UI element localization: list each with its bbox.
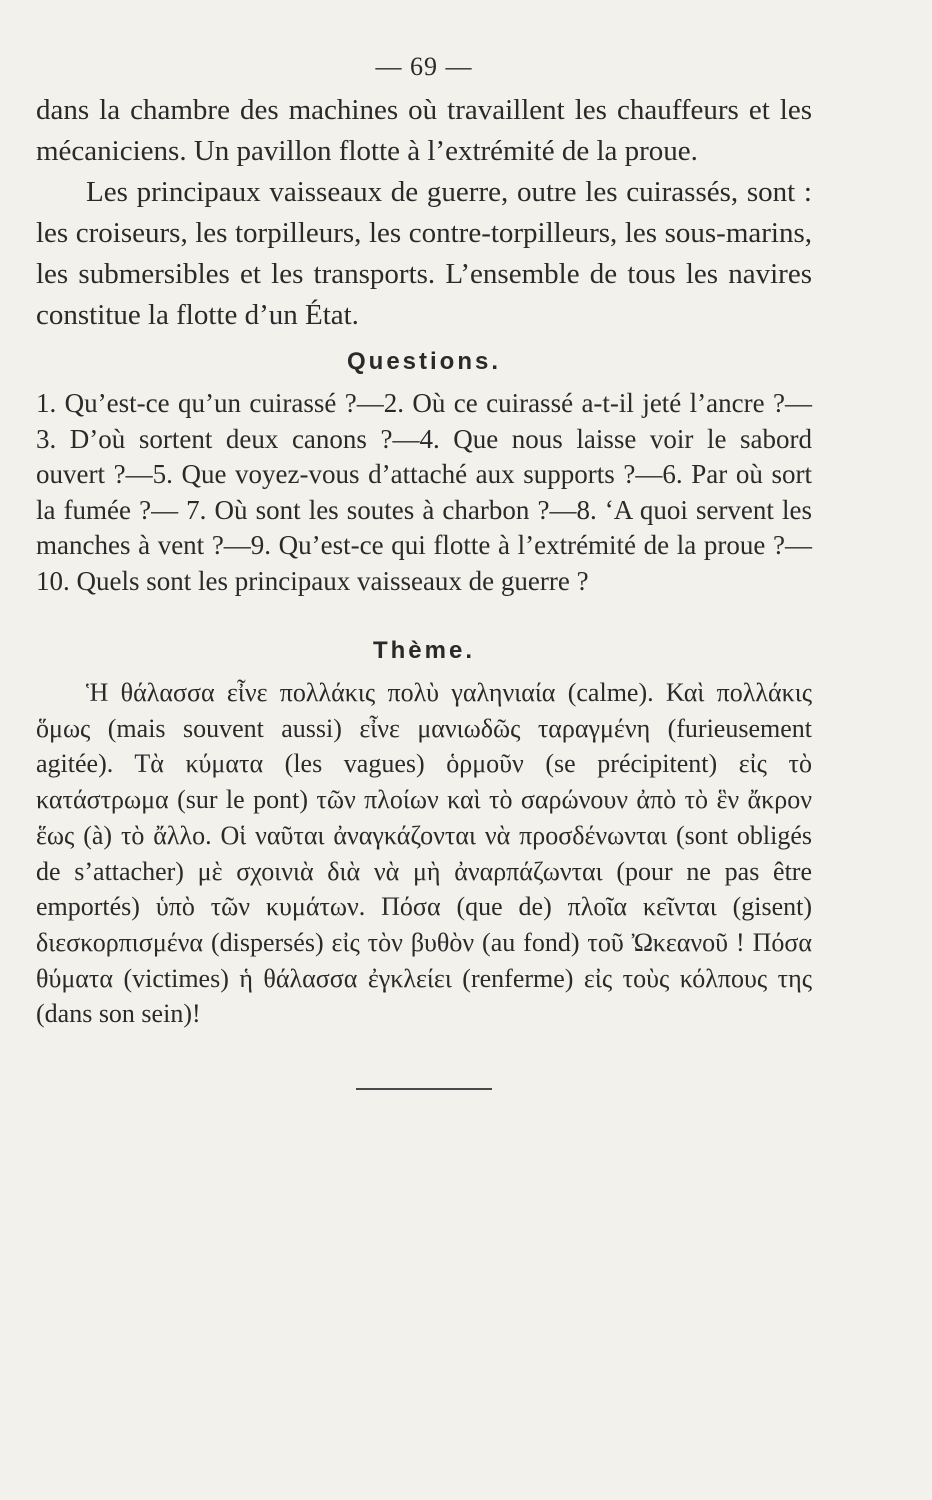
page-number: — 69 — — [375, 52, 473, 81]
paragraph-continuation: dans la chambre des machines où travaillent les chauffeurs et les mécaniciens. Un pavillon flotte à l’extrémité de la proue. — [36, 94, 812, 167]
theme-heading: Thème. — [372, 637, 476, 664]
questions-heading: Questions. — [346, 348, 502, 375]
end-rule — [356, 1088, 492, 1090]
theme-text: Ἡ θάλασσα εἶνε πολλάκις πολὺ γαληνιαία (calme). Καὶ πολλάκις ὅμως (mais souvent aussi) εἶνε μανιωδῶς ταραγμένη (furieusement agitée). Τὰ κύματα (les vagues) ὁρμοῦν (se précipitent) εἰς τὸ κατάστρωμα (sur le pont) τῶν πλοίων καὶ τὸ σαρώνουν ἀπὸ τὸ ἓν ἄκρον ἕως (à) τὸ ἄλλο. Οἱ ναῦται ἀναγκάζονται νὰ προσδένωνται (sont obligés de s’attacher) μὲ σχοινιὰ διὰ νὰ μὴ ἀναρπάζωνται (pour ne pas être emportés) ὑπὸ τῶν κυμάτων. Πόσα (que de) πλοῖα κεῖνται (gisent) διεσκορπισμένα (dispersés) εἰς τὸν βυθὸν (au fond) τοῦ Ὠκεανοῦ ! Πόσα θύματα (victimes) ἡ θάλασσα ἐγκλείει (renferme) εἰς τοὺς κόλπους της (dans son sein)! — [36, 678, 812, 1029]
questions-text: 1. Qu’est-ce qu’un cuirassé ?—2. Où ce cuirassé a-t-il jeté l’ancre ?—3. D’où sortent deux canons ?—4. Que nous laisse voir le sabord ouvert ?—5. Que voyez-vous d’attaché aux supports ?—6. Par où sort la fumée ?— 7. Où sont les soutes à charbon ?—8. ‘A quoi servent les manches à vent ?—9. Qu’est-ce qui flotte à l’extrémité de la proue ?— 10. Quels sont les principaux vaisseaux de guerre ? — [36, 388, 812, 596]
book-page — [36, 40, 812, 1460]
paragraph-warships: Les principaux vaisseaux de guerre, outre les cuirassés, sont : les croiseurs, les torpilleurs, les contre-torpilleurs, les sous-marins, les submersibles et les transports. L’ensemble de tous les navires constitue la flotte d’un État. — [36, 176, 812, 331]
